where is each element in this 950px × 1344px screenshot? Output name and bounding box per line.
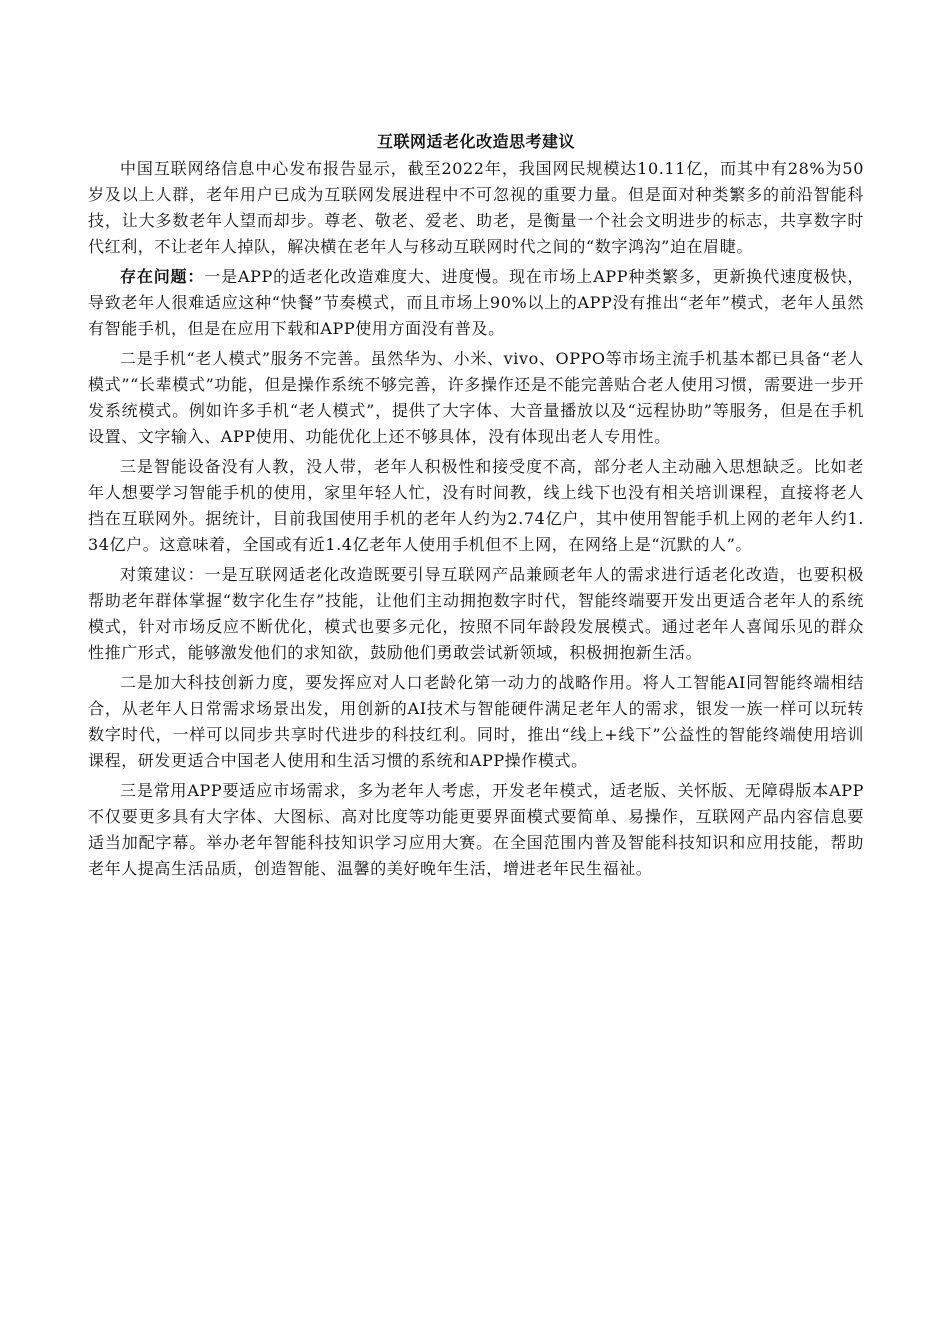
paragraph-problems (88, 264, 864, 342)
paragraph-text: 中国互联网络信息中心发布报告显示，截至2022年，我国网民规模达10.11亿，而其中有28%为50岁及以上人群，老年用户已成为互联网发展进程中不可忽视的重要力量。但是面对种类繁多的前沿智能科技，让大多数老年人望而却步。尊老、敬老、爱老、助老，是衡量一个社会文明进步的标志，共享数字时代红利，不让老年人掉队，解决横在老年人与移动互联网时代之间的“数字鸿沟”迫在眉睫。 (88, 159, 864, 256)
document-title: 互联网适老化改造思考建议 (376, 132, 575, 151)
paragraph-lead: 存在问题： (120, 267, 205, 286)
paragraph-text: 二是手机“老人模式”服务不完善。虽然华为、小米、vivo、OPPO等市场主流手机基本都已具备“老人模式”“长辈模式”功能，但是操作系统不够完善，许多操作还是不能完善贴合老人使用习惯，需要进一步开发系统模式。例如许多手机“老人模式”，提供了大字体、大音量播放以及“远程协助”等服务，但是在手机设置、文字输入、APP使用、功能优化上还不够具体，没有体现出老人专用性。 (88, 349, 864, 446)
paragraph-intro (88, 156, 864, 260)
paragraph-text: 三是智能设备没有人教，没人带，老年人积极性和接受度不高，部分老人主动融入思想缺乏。比如老年人想要学习智能手机的使用，家里年轻人忙，没有时间教，线上线下也没有相关培训课程，直接将老人挡在互联网外。据统计，目前我国使用手机的老年人约为2.74亿户，其中使用智能手机上网的老年人约1.34亿户。这意味着，全国或有近1.4亿老年人使用手机但不上网，在网络上是“沉默的人”。 (88, 457, 864, 554)
paragraph-text: 二是加大科技创新力度，要发挥应对人口老龄化第一动力的战略作用。将人工智能AI同智能终端相结合，从老年人日常需求场景出发，用创新的AI技术与智能硬件满足老年人的需求，银发一族一样可以玩转数字时代，一样可以同步共享时代进步的科技红利。同时，推出“线上+线下”公益性的智能终端使用培训课程，研发更适合中国老人使用和生活习惯的系统和APP操作模式。 (88, 673, 864, 770)
paragraph-suggestion-2 (88, 670, 864, 774)
document-body (88, 130, 864, 886)
paragraph-text: 三是常用APP要适应市场需求，多为老年人考虑，开发老年模式，适老版、关怀版、无障碍版本APP不仅要更多具有大字体、大图标、高对比度等功能更要界面模式要简单、易操作，互联网产品内容信息要适当加配字幕。举办老年智能科技知识学习应用大赛。在全国范围内普及智能科技知识和应用技能，帮助老年人提高生活品质，创造智能、温馨的美好晚年生活，增进老年民生福祉。 (88, 781, 864, 878)
paragraph-text: 对策建议：一是互联网适老化改造既要引导互联网产品兼顾老年人的需求进行适老化改造，也要积极帮助老年群体掌握“数字化生存”技能，让他们主动拥抱数字时代，智能终端要开发出更适合老年人的系统模式，针对市场反应不断优化，模式也要多元化，按照不同年龄段发展模式。通过老年人喜闻乐见的群众性推广形式，能够激发他们的求知欲，鼓励他们勇敢尝试新领域，积极拥抱新生活。 (88, 565, 864, 662)
paragraph-suggestions (88, 562, 864, 666)
paragraph-text: 一是APP的适老化改造难度大、进度慢。现在市场上APP种类繁多，更新换代速度极快，导致老年人很难适应这种“快餐”节奏模式，而且市场上90%以上的APP没有推出“老年”模式，老年人虽然有智能手机，但是在应用下载和APP使用方面没有普及。 (88, 267, 864, 338)
paragraph-problem-3 (88, 454, 864, 558)
paragraph-suggestion-3 (88, 778, 864, 882)
paragraph-problem-2 (88, 346, 864, 450)
